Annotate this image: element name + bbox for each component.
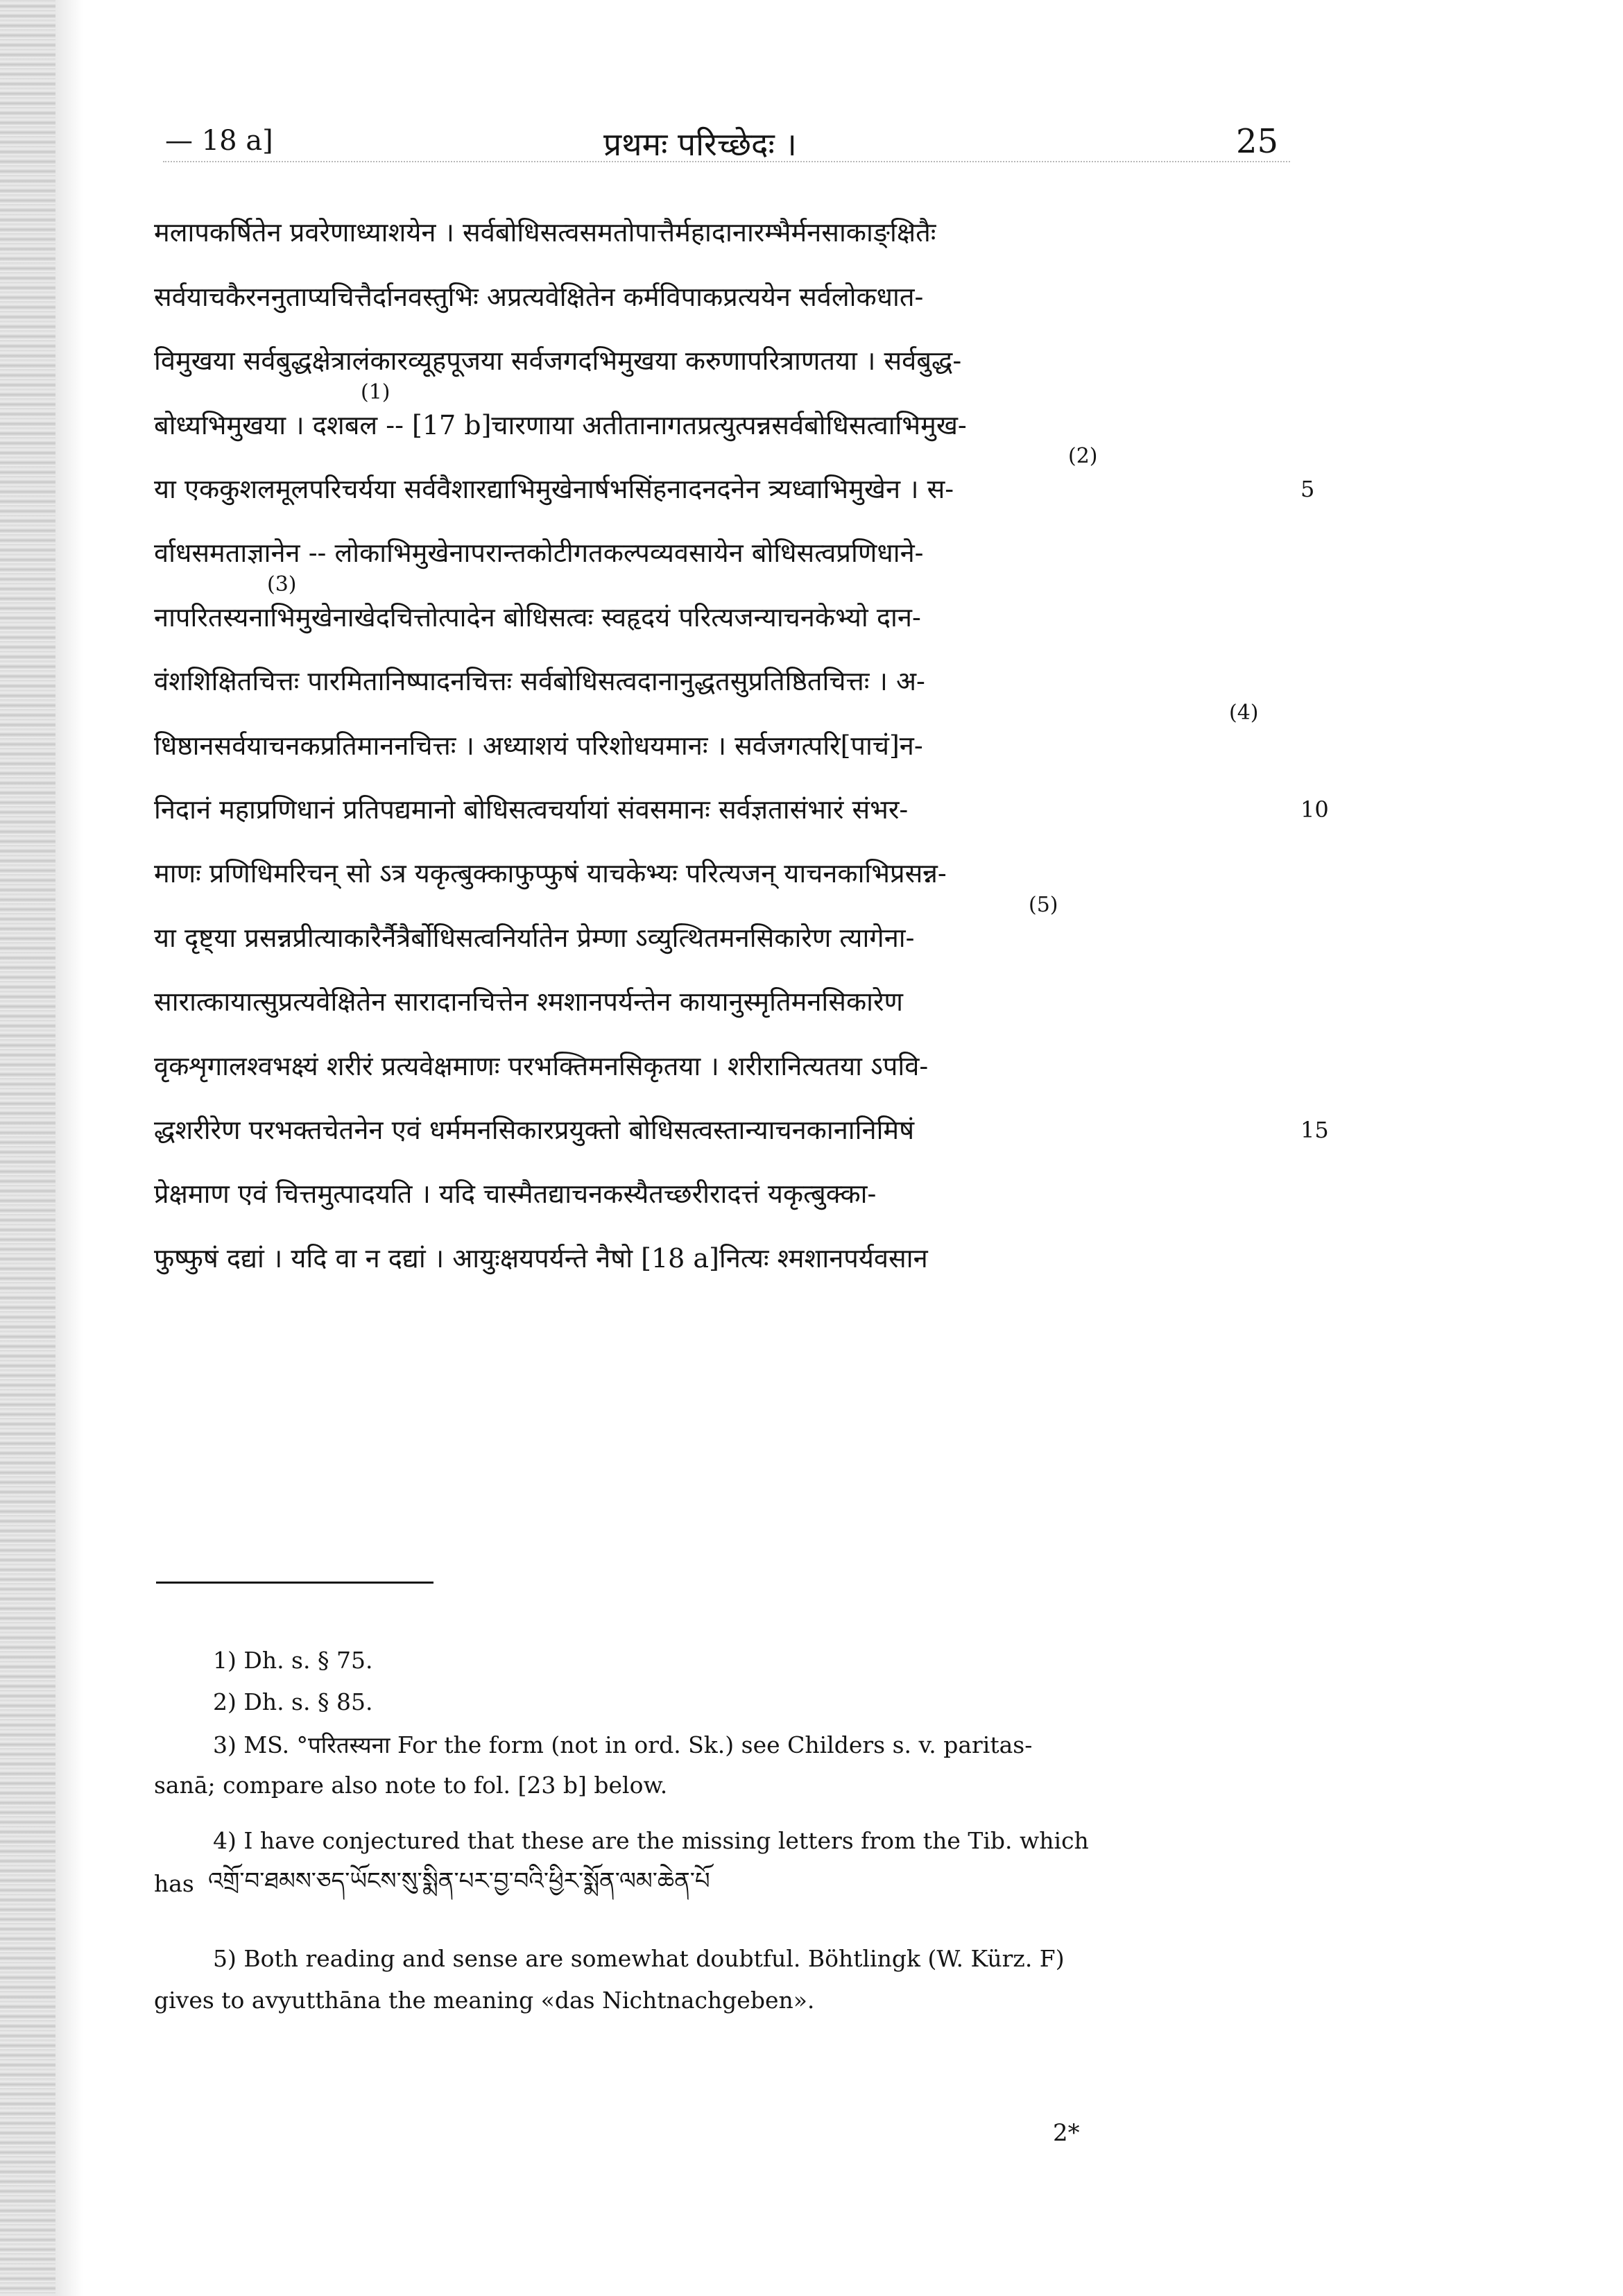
page-number: 25 bbox=[1236, 122, 1279, 161]
footnote-text: sanā; compare also note to fol. [23 b] below. bbox=[154, 1772, 668, 1799]
note-marker: (1) bbox=[361, 380, 390, 404]
footnote-text: 3) MS. °परितस्यना For the form (not in ord. Sk.) see Childers s. v. paritas- bbox=[213, 1731, 1033, 1758]
footnote bbox=[154, 1942, 1278, 1976]
footnote-text: 4) I have conjectured that these are the missing letters from the Tib. which bbox=[213, 1827, 1089, 1854]
footnote-text: 2) Dh. s. § 85. bbox=[213, 1688, 373, 1715]
line-number: 5 bbox=[1300, 476, 1315, 502]
footnote bbox=[154, 1824, 1278, 1858]
text-line: र्वाधसमताज्ञानेन -- लोकाभिमुखेनापरान्तकोटीगतकल्पव्यवसायेन बोधिसत्वप्रणिधाने- bbox=[154, 538, 924, 568]
text-line: द्धशरीरेण परभक्तचेतनेन एवं धर्ममनसिकारप्रयुक्तो बोधिसत्वस्तान्याचनकानानिमिषं bbox=[154, 1115, 915, 1145]
line-number: 15 bbox=[1300, 1117, 1329, 1143]
text-line: मलापकर्षितेन प्रवरेणाध्याशयेन । सर्वबोधिसत्वसमतोपात्तैर्महादानारम्भैर्मनसाकाङ्क्षितैः bbox=[154, 217, 936, 248]
text-line: धिष्ठानसर्वयाचनकप्रतिमाननचित्तः । अध्याशयं परिशोधयमानः । सर्वजगत्परि[पाचं]न- bbox=[154, 730, 923, 761]
text-line: बोध्यभिमुखया । दशबल -- [17 b]चारणाया अतीतानागतप्रत्युत्पन्नसर्वबोधिसत्वाभिमुख- bbox=[154, 410, 967, 440]
footnote bbox=[154, 1686, 1278, 1719]
tibetan-quotation: འགྲོ་བ་ཐམས་ཅད་ཡོངས་སུ་སྨིན་པར་བྱ་བའི་ཕྱིར་སྨོན་ལམ་ཆེན་པོ bbox=[208, 1867, 710, 1895]
footnote-text: has bbox=[154, 1870, 194, 1897]
text-line: या एककुशलमूलपरिचर्यया सर्ववैशारद्याभिमुखेनार्षभसिंहनादनदनेन त्र्यध्वाभिमुखेन । स- bbox=[154, 474, 954, 504]
text-line: निदानं महाप्रणिधानं प्रतिपद्यमानो बोधिसत्वचर्यायां संवसमानः सर्वज्ञतासंभारं संभर- bbox=[154, 794, 909, 825]
footnote bbox=[154, 1769, 1278, 1802]
text-line: प्रेक्षमाण एवं चित्तमुत्पादयति । यदि चास्मैतद्याचनकस्यैतच्छरीरादत्तं यकृत्बुक्का- bbox=[154, 1179, 877, 1209]
signature-mark: 2* bbox=[1053, 2119, 1080, 2147]
footnote-text: 5) Both reading and sense are somewhat doubtful. Böhtlingk (W. Kürz. F) bbox=[213, 1945, 1065, 1972]
text-line: नापरितस्यनाभिमुखेनाखेदचित्तोत्पादेन बोधिसत्वः स्वहृदयं परित्यजन्याचनकेभ्यो दान- bbox=[154, 602, 921, 633]
chapter-title: प्रथमः परिच्छेदः । bbox=[603, 126, 797, 163]
text-line: विमुखया सर्वबुद्धक्षेत्रालंकारव्यूहपूजया सर्वजगदभिमुखया करुणापरित्राणतया । सर्वबुद्ध- bbox=[154, 345, 962, 376]
note-marker: (4) bbox=[1229, 701, 1259, 725]
folio-reference: — 18 a] bbox=[165, 125, 273, 157]
text-line: माणः प्रणिधिमरिचन् सो ऽत्र यकृत्बुक्काफुप्फुषं याचकेभ्यः परित्यजन् याचनकाभिप्रसन्न- bbox=[154, 858, 947, 889]
footnote bbox=[154, 1644, 1278, 1677]
text-line: सर्वयाचकैरननुताप्यचित्तैर्दानवस्तुभिः अप्रत्यवेक्षितेन कर्मविपाकप्रत्ययेन सर्वलोकधात- bbox=[154, 282, 924, 312]
note-marker: (2) bbox=[1068, 444, 1098, 468]
text-line: वंशशिक्षितचित्तः पारमितानिष्पादनचित्तः सर्वबोधिसत्वदानानुद्धतसुप्रतिष्ठितचित्तः । अ- bbox=[154, 666, 925, 696]
footnote-text: gives to avyutthāna the meaning «das Nichtnachgeben». bbox=[154, 1987, 815, 2014]
footnote bbox=[154, 1984, 1278, 2017]
note-marker: (5) bbox=[1029, 893, 1058, 917]
text-line: वृकशृगालश्वभक्ष्यं शरीरं प्रत्यवेक्षमाणः परभक्तिमनसिकृतया । शरीरानित्यतया ऽपवि- bbox=[154, 1051, 929, 1081]
footnote bbox=[154, 1729, 1278, 1762]
note-marker: (3) bbox=[267, 572, 297, 597]
footnote-rule bbox=[156, 1582, 433, 1584]
line-number: 10 bbox=[1300, 796, 1329, 823]
text-line: सारात्कायात्सुप्रत्यवेक्षितेन सारादानचित्तेन श्मशानपर्यन्तेन कायानुस्मृतिमनसिकारेण bbox=[154, 986, 903, 1017]
footnote-text: 1) Dh. s. § 75. bbox=[213, 1647, 373, 1674]
text-line: फुष्फुषं दद्यां । यदि वा न दद्यां । आयुःक्षयपर्यन्ते नैषो [18 a]नित्यः श्मशानपर्यवसान bbox=[154, 1243, 928, 1274]
text-line: या दृष्ट्या प्रसन्नप्रीत्याकारैर्नैत्रैर्बोधिसत्वनिर्यातेन प्रेम्णा ऽव्युत्थितमनसिकारेण त्यागेना- bbox=[154, 923, 915, 953]
